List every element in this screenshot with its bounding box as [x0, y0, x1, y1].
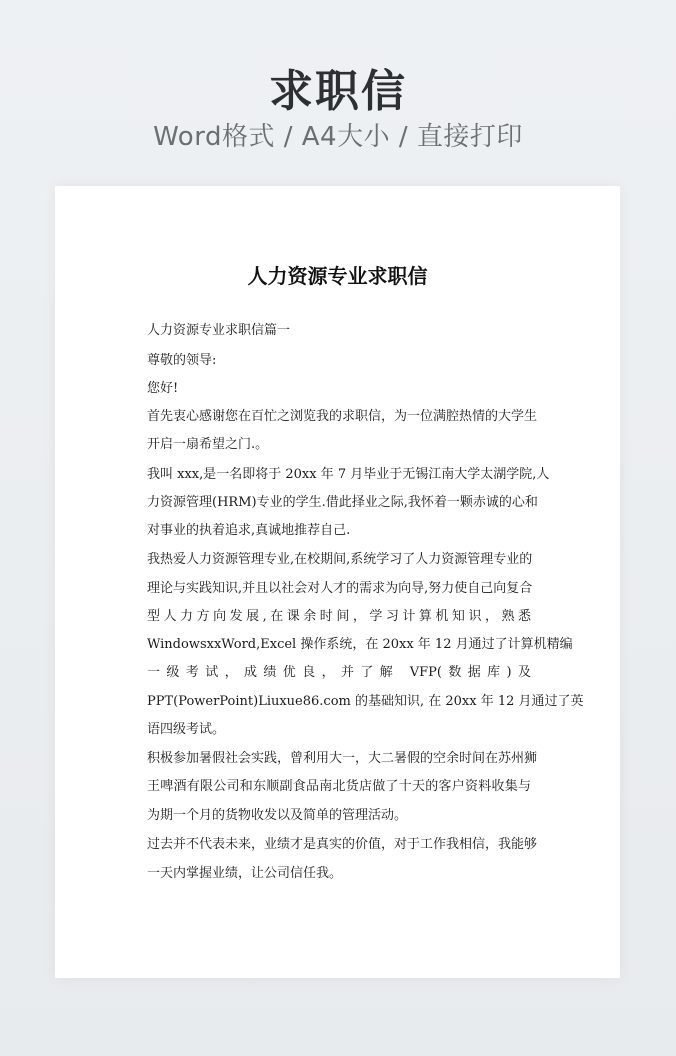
document-line: 理论与实践知识,并且以社会对人才的需求为向导,努力使自己向复合	[147, 581, 533, 596]
document-line: 积极参加暑假社会实践，曾利用大一，大二暑假的空余时间在苏州狮	[147, 751, 538, 766]
document-line: 我热爱人力资源管理专业,在校期间,系统学习了人力资源管理专业的	[147, 552, 533, 567]
document-page	[55, 186, 620, 978]
document-line: 型人力方向发展,在课余时间，学习计算机知识，熟悉	[147, 609, 531, 624]
page-header	[0, 0, 676, 180]
document-line: 王啤酒有限公司和东顺副食品南北货店做了十天的客户资料收集与	[147, 779, 531, 794]
page-subtitle: Word格式 / A4大小 / 直接打印	[153, 122, 523, 152]
document-line: WindowsxxWord,Excel 操作系统，在 20xx 年 12 月通过了计算机精编	[147, 637, 573, 652]
document-line: 首先衷心感谢您在百忙之浏览我的求职信，为一位满腔热情的大学生	[147, 409, 538, 424]
document-line: PPT(PowerPoint)Liuxue86.com 的基础知识, 在 20xx 年 12 月通过了英	[147, 694, 584, 709]
page-title: 求职信	[269, 66, 407, 117]
document-title: 人力资源专业求职信	[247, 264, 428, 288]
document-line: 过去并不代表未来，业绩才是真实的价值，对于工作我相信，我能够	[147, 837, 538, 852]
document-line: 力资源管理(HRM)专业的学生.借此择业之际,我怀着一颗赤诚的心和	[147, 495, 538, 510]
document-line: 为期一个月的货物收发以及简单的管理活动。	[147, 808, 408, 823]
document-line: 尊敬的领导:	[147, 353, 217, 368]
document-line: 对事业的执着追求,真诚地推荐自己.	[147, 523, 351, 538]
document-line: 您好!	[147, 381, 179, 396]
document-line: 一天内掌握业绩，让公司信任我。	[147, 866, 343, 881]
document-line: 一级考试，成绩优良，并了解 VFP(数据库)及	[147, 665, 531, 680]
document-line: 人力资源专业求职信篇一	[147, 323, 291, 338]
document-line: 我叫 xxx,是一名即将于 20xx 年 7 月毕业于无锡江南大学太湖学院,人	[147, 467, 550, 482]
document-line: 开启一扇希望之门.。	[147, 437, 269, 452]
document-line: 语四级考试。	[147, 722, 226, 737]
